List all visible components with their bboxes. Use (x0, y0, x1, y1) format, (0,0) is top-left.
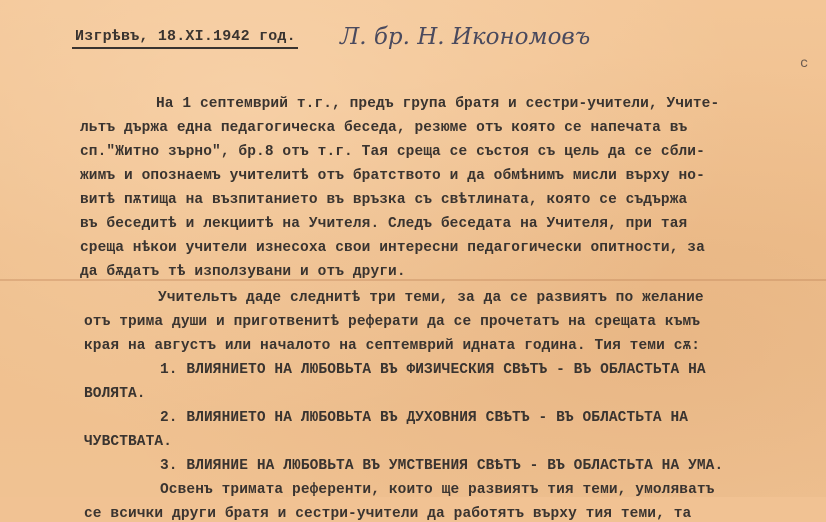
theme-1-line-a: 1. ВЛИЯНИЕТО НА ЛЮБОВЬТА ВЪ ФИЗИЧЕСКИЯ СВѢТЪ - ВЪ ОБЛАСТЬТА НА (160, 362, 706, 378)
text-line-1: На 1 септемврий т.г., предъ група братя и сестри-учители, Учите- (156, 96, 720, 112)
margin-mark: с (800, 56, 809, 72)
text-line-6: въ беседитѣ и лекциитѣ на Учителя. Следъ беседата на Учителя, при тая (80, 216, 688, 232)
place-date-heading: Изгрѣвъ, 18.XI.1942 год. (75, 28, 296, 45)
text-line-11: края на августъ или началото на септемврий идната година. Тия теми сѫ: (84, 338, 701, 354)
text-line-10: отъ трима души и приготвенитѣ реферати да се прочетатъ на срещата къмъ (84, 314, 701, 330)
text-line-17: Освенъ тримата референти, които ще развиятъ тия теми, умоляватъ (160, 482, 715, 498)
text-line-7: среща нѣкои учители изнесоха свои интересни педагогически опитности, за (80, 240, 705, 256)
theme-2-line-a: 2. ВЛИЯНИЕТО НА ЛЮБОВЬТА ВЪ ДУХОВНИЯ СВѢТЪ - ВЪ ОБЛАСТЬТА НА (160, 410, 689, 426)
theme-1-line-b: ВОЛЯТА. (84, 386, 146, 402)
theme-2-line-b: ЧУВСТВАТА. (84, 434, 173, 450)
text-line-18: се всички други братя и сестри-учители да работятъ върху тия теми, та (84, 506, 692, 522)
text-line-5: витѣ пѫтища на възпитанието въ връзка съ свѣтлината, която се съдържа (80, 192, 688, 208)
text-line-8: да бѫдатъ тѣ използувани и отъ други. (80, 264, 406, 280)
text-line-9: Учительтъ даде следнитѣ три теми, за да се развиятъ по желание (158, 290, 704, 306)
text-line-4: жимъ и опознаемъ учителитѣ отъ братството и да обмѣнимъ мисли върху но- (80, 168, 705, 184)
heading-underline (72, 47, 298, 49)
text-line-2: льтъ държа една педагогическа беседа, резюме отъ която се напечата въ (80, 120, 688, 136)
theme-3-line: 3. ВЛИЯНИЕ НА ЛЮБОВЬТА ВЪ УМСТВЕНИЯ СВѢТЪ - ВЪ ОБЛАСТЬТА НА УМА. (160, 458, 724, 474)
text-line-3: сп."Житно зърно", бр.8 отъ т.г. Тая среща се състоя съ цель да се сбли- (80, 144, 705, 160)
handwritten-signature: Л. бр. Н. Икономовъ (340, 24, 591, 50)
